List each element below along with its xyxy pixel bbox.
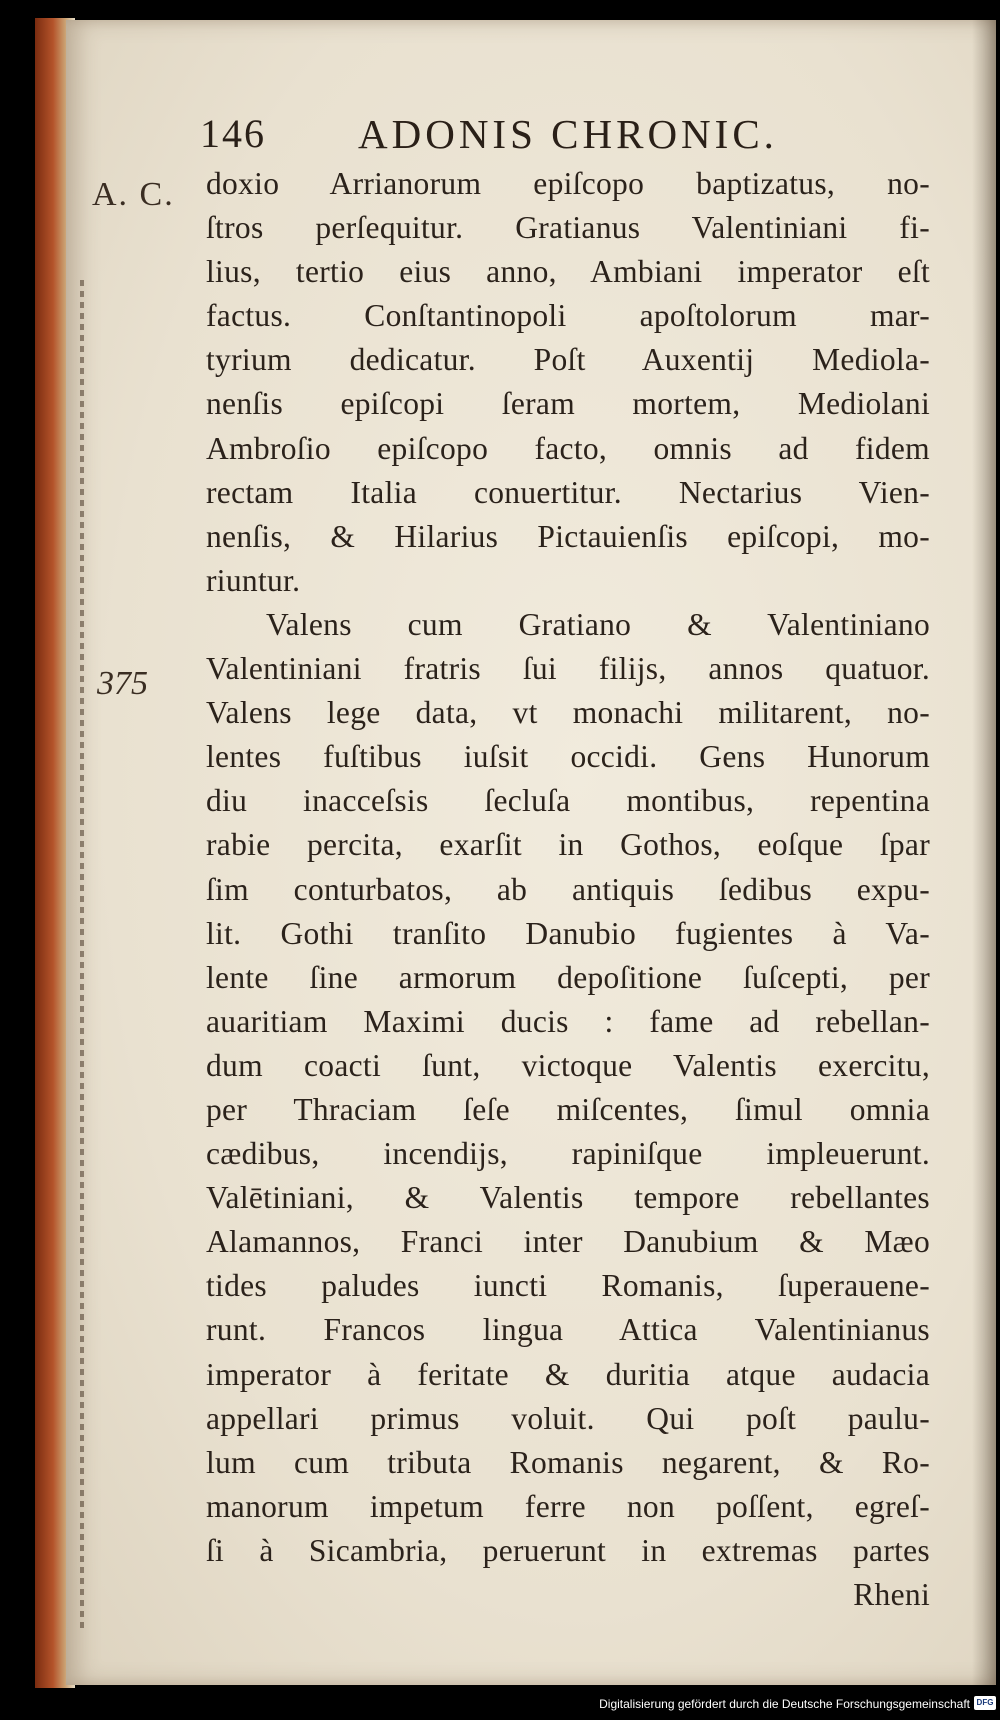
text-line: tides paludes iuncti Romanis, ſuperauene- <box>206 1268 930 1304</box>
text-line: per Thraciam ſeſe miſcentes, ſimul omnia <box>206 1091 930 1127</box>
text-line: tyrium dedicatur. Poſt Auxentij Mediola- <box>206 342 930 378</box>
text-line: Valens lege data, vt monachi militarent, no- <box>206 695 930 731</box>
catchword: Rheni <box>853 1577 930 1612</box>
text-line: rectam Italia conuertitur. Nectarius Vien- <box>206 474 930 510</box>
text-line: lit. Gothi tranſito Danubio fugientes à Va- <box>206 915 930 951</box>
text-line: rabie percita, exarſit in Gothos, eoſque ſpar <box>206 827 930 863</box>
page-number: 146 <box>200 111 266 156</box>
text-line: Valens cum Gratiano & Valentiniano <box>266 606 930 642</box>
text-line: lum cum tributa Romanis negarent, & Ro- <box>206 1444 930 1480</box>
text-line: manorum impetum ferre non poſſent, egreſ- <box>206 1488 930 1524</box>
text-line: nenſis epiſcopi ſeram mortem, Mediolani <box>206 386 930 422</box>
text-line: riuntur. <box>206 562 301 598</box>
text-line: ſtros perſequitur. Gratianus Valentiniani fi- <box>206 210 930 246</box>
text-line: diu inacceſsis ſecluſa montibus, repentina <box>206 783 930 819</box>
text-line: Valentiniani fratris ſui filijs, annos quatuor. <box>206 651 930 687</box>
text-line: ſi à Sicambria, peruerunt in extremas partes <box>206 1532 930 1568</box>
text-line: auaritiam Maximi ducis : fame ad rebellan- <box>206 1003 930 1039</box>
margin-year: 375 <box>97 665 148 702</box>
text-line: Ambroſio epiſcopo facto, omnis ad fidem <box>206 430 930 466</box>
margin-era-label: A. C. <box>92 176 175 213</box>
text-line: Alamannos, Franci inter Danubium & Mæo <box>206 1224 930 1260</box>
text-line: appellari primus voluit. Qui poſt paulu- <box>206 1400 930 1436</box>
footer-bar <box>0 1690 1000 1720</box>
text-line: lentes fuſtibus iuſsit occidi. Gens Hunorum <box>206 739 930 775</box>
gutter-rule <box>80 280 84 1630</box>
dfg-logo-icon: DFG <box>974 1696 996 1710</box>
text-line: lente ſine armorum depoſitione ſuſcepti, per <box>206 959 930 995</box>
text-line: ſim conturbatos, ab antiquis ſedibus expu- <box>206 871 930 907</box>
book-page <box>66 20 996 1685</box>
body-text <box>206 162 930 1617</box>
text-line: factus. Conſtantinopoli apoſtolorum mar- <box>206 298 930 334</box>
text-line: nenſis, & Hilarius Pictauienſis epiſcopi, mo- <box>206 518 930 554</box>
page-shadow <box>972 20 996 1685</box>
text-line: doxio Arrianorum epiſcopo baptizatus, no- <box>206 166 930 201</box>
text-line: lius, tertio eius anno, Ambiani imperator eſt <box>206 254 930 290</box>
text-line: imperator à feritate & duritia atque audacia <box>206 1356 930 1392</box>
text-line: Valētiniani, & Valentis tempore rebellantes <box>206 1180 930 1216</box>
funding-credit: Digitalisierung gefördert durch die Deutsche Forschungsgemeinschaft <box>599 1697 970 1711</box>
running-title: ADONIS CHRONIC. <box>358 111 778 157</box>
text-line: runt. Francos lingua Attica Valentinianus <box>206 1312 930 1348</box>
text-line: cædibus, incendijs, rapiniſque impleuerunt. <box>206 1136 930 1172</box>
text-line: dum coacti ſunt, victoque Valentis exercitu, <box>206 1047 930 1083</box>
running-header <box>66 110 996 170</box>
